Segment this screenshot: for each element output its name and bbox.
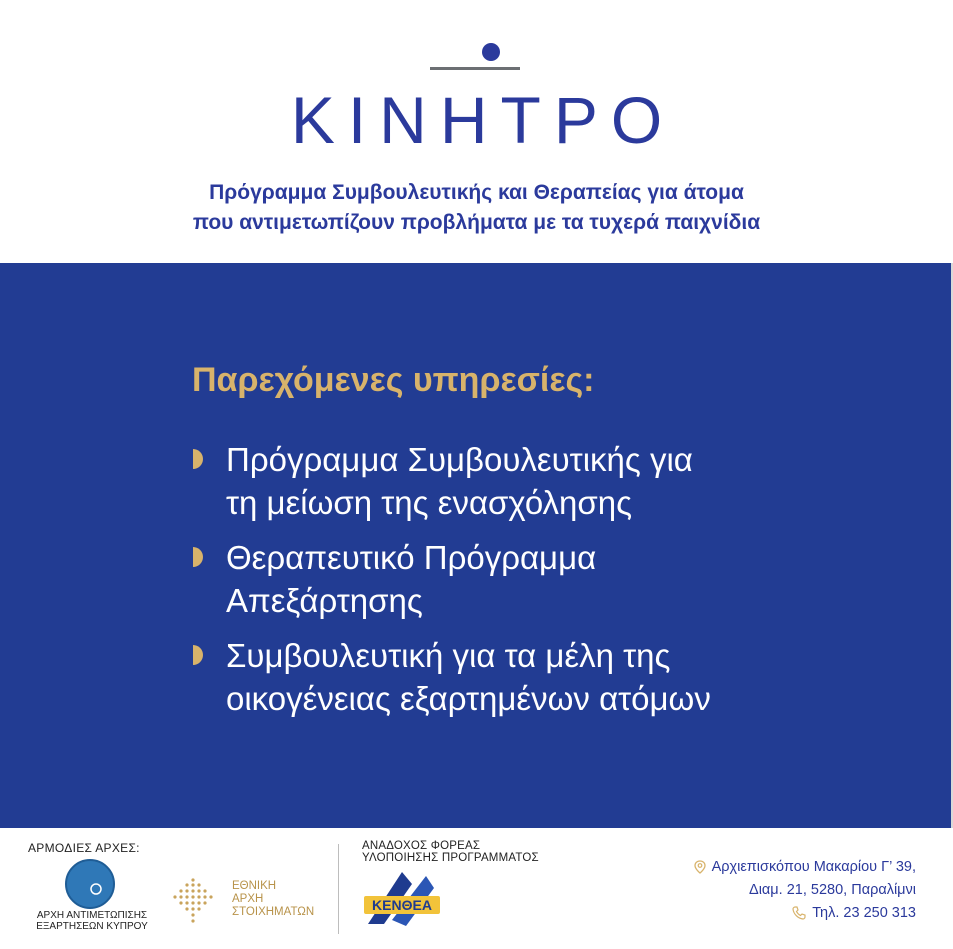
org1-line-2: ΕΞΑΡΤΗΣΕΩΝ ΚΥΠΡΟΥ <box>36 921 148 932</box>
kenthea-logo <box>362 866 442 930</box>
authorities-label: ΑΡΜΟΔΙΕΣ ΑΡΧΕΣ: <box>28 841 140 855</box>
address-line-1-row <box>640 856 916 879</box>
service-line-1: Πρόγραμμα Συμβουλευτικής για <box>226 441 693 478</box>
betting-authority-name <box>232 880 314 919</box>
phone-icon <box>792 906 806 920</box>
org1-line-1: ΑΡΧΗ ΑΝΤΙΜΕΤΩΠΙΣΗΣ <box>36 910 148 921</box>
impl-line-1: ΑΝΑΔΟΧΟΣ ΦΟΡΕΑΣ <box>362 840 481 852</box>
address-line-1: Αρχιεπισκόπου Μακαρίου Γ’ 39, <box>711 859 916 875</box>
logo-dot-icon <box>482 43 500 61</box>
service-line-2: Απεξάρτησης <box>226 582 423 619</box>
logo-bar <box>430 67 520 70</box>
header <box>0 0 953 263</box>
service-text <box>226 438 826 524</box>
contact-info <box>640 856 916 925</box>
half-circle-bullet-icon <box>192 644 206 666</box>
footer-divider <box>338 844 339 934</box>
impl-line-2: ΥΛΟΠΟΙΗΣΗΣ ΠΡΟΓΡΑΜΜΑΤΟΣ <box>362 852 539 864</box>
kenthea-logo-text: ΚΕΝΘΕΑ <box>372 897 432 913</box>
service-line-2: τη μείωση της ενασχόλησης <box>226 484 633 521</box>
service-line-1: Θεραπευτικό Πρόγραμμα <box>226 539 597 576</box>
service-line-1: Συμβουλευτική για τα μέλη της <box>226 637 671 674</box>
subtitle-line-1: Πρόγραμμα Συμβουλευτικής και Θεραπείας για άτομα <box>209 181 744 204</box>
service-text <box>226 536 826 622</box>
half-circle-bullet-icon <box>192 546 206 568</box>
brand-title: ΚΙΝΗΤΡΟ <box>290 83 676 157</box>
org2-line-3: ΣΤΟΙΧΗΜΑΤΩΝ <box>232 906 315 918</box>
betting-authority-logo <box>170 876 216 928</box>
phone-number: Τηλ. 23 250 313 <box>812 905 916 921</box>
phone-row <box>640 902 916 925</box>
address-line-2: Διαμ. 21, 5280, Παραλίμνι <box>749 882 916 898</box>
addiction-authority-logo <box>64 858 116 910</box>
org2-line-1: ΕΘΝΙΚΗ <box>232 880 277 892</box>
service-line-2: οικογένειας εξαρτημένων ατόμων <box>226 680 711 717</box>
service-text <box>226 634 826 720</box>
implementing-body-label <box>362 840 539 864</box>
org2-line-2: ΑΡΧΗ <box>232 893 264 905</box>
half-circle-bullet-icon <box>192 448 206 470</box>
subtitle <box>0 178 953 238</box>
addiction-authority-name <box>32 910 152 932</box>
services-title: Παρεχόμενες υπηρεσίες: <box>192 361 595 399</box>
subtitle-line-2: που αντιμετωπίζουν προβλήματα με τα τυχερά παιχνίδια <box>192 211 761 234</box>
pin-icon <box>694 860 706 874</box>
